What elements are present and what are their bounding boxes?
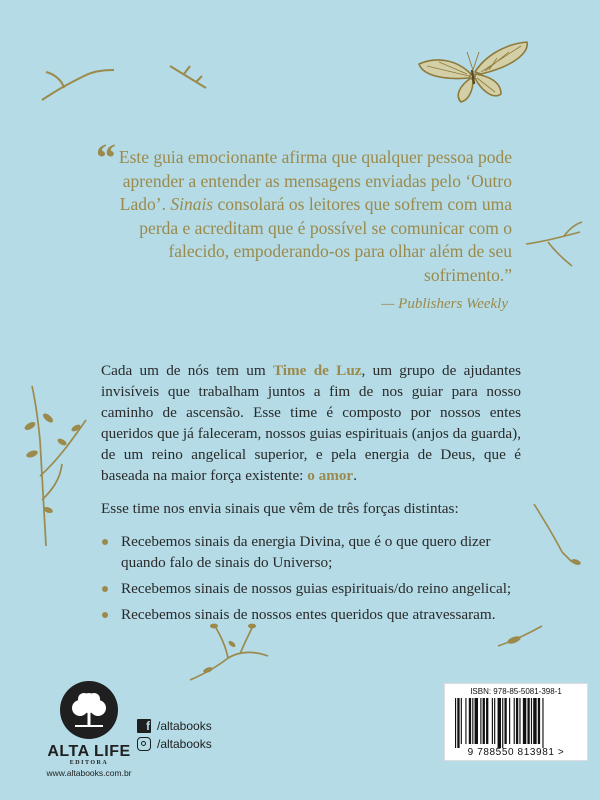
- twig-decoration-right: [524, 220, 584, 272]
- list-item: [101, 604, 521, 625]
- publisher-name: ALTA LIFE: [47, 743, 131, 760]
- barcode-bar: [455, 698, 456, 748]
- barcode-bar: [531, 698, 532, 744]
- barcode-bar: [542, 698, 543, 748]
- plant-decoration-left: [18, 380, 92, 550]
- description-paragraph-2: Esse time nos envia sinais que vêm de três forças distintas:: [101, 500, 459, 517]
- barcode-bar: [492, 698, 493, 744]
- publisher-logo-emblem: [60, 681, 118, 739]
- barcode-bar: [483, 698, 485, 744]
- signals-list: [101, 531, 521, 625]
- isbn-barcode: [444, 683, 588, 761]
- quote-open-mark: “: [96, 135, 116, 180]
- barcode-bar: [538, 698, 540, 744]
- facebook-handle: [137, 719, 212, 733]
- list-item-text: Recebemos sinais de nossos entes queridos que atravessaram.: [121, 606, 496, 623]
- p1-text-end: .: [353, 467, 357, 484]
- bullet-dot-icon: [102, 612, 108, 618]
- instagram-handle: [137, 737, 212, 751]
- twig-decoration-top-left: [38, 62, 118, 104]
- facebook-handle-text: /altabooks: [157, 719, 212, 733]
- barcode-bar: [516, 698, 518, 744]
- barcode-bar: [461, 698, 462, 744]
- description-paragraph-1: [101, 360, 521, 486]
- isbn-label: ISBN: 978-85-5081-398-1: [470, 687, 562, 696]
- quote-text-before: Este guia emocionante afirma que qualquer pessoa pode aprender a entender as mensagens enviadas pelo ‘Outro Lado’.: [118, 147, 512, 214]
- list-item-text: Recebemos sinais de nossos guias espirituais/do reino angelical;: [121, 580, 512, 597]
- barcode-bar: [465, 698, 466, 744]
- bullet-dot-icon: [102, 586, 108, 592]
- barcode-bar: [457, 698, 459, 748]
- list-item: [101, 578, 521, 599]
- p1-text-start: Cada um de nós tem um: [101, 362, 273, 379]
- list-item-text: Recebemos sinais da energia Divina, que é o que quero dizer quando falo de sinais do Universo;: [121, 533, 491, 571]
- barcode-bar: [469, 698, 471, 744]
- barcode-bar: [519, 698, 520, 744]
- barcode-bar: [527, 698, 529, 744]
- butterfly-illustration: [415, 38, 533, 104]
- quote-text-after: consolará os leitores que sofrem com uma perda e acreditam que é possível se comunicar com o falecido, empoderando-os para olhar além de seu sofrimento.”: [139, 194, 512, 285]
- barcode-bar: [502, 698, 503, 748]
- p1-text-middle: , um grupo de ajudantes invisíveis que trabalham juntos a fim de nos guiar para nosso caminho de ascensão. Esse time é composto por nossos entes queridos que já faleceram, nossos guias espirituais (anjos da guarda), de um reino angelical superior, e pela energia de Deus, que é baseada na maior força existente:: [101, 362, 521, 484]
- barcode-bar: [498, 698, 501, 748]
- barcode-bar: [523, 698, 526, 744]
- barcode-bar: [486, 698, 488, 744]
- barcode-bar: [504, 698, 506, 744]
- barcode-bar: [509, 698, 510, 744]
- barcode-bar: [475, 698, 478, 744]
- barcode-bar: [494, 698, 495, 744]
- barcode-digits: 9 788550 813981 >: [467, 747, 565, 758]
- barcode-bar: [514, 698, 515, 744]
- instagram-handle-text: /altabooks: [157, 737, 212, 751]
- publisher-website: www.altabooks.com.br: [46, 768, 132, 778]
- tree-icon: [60, 681, 118, 739]
- p1-highlight-time-de-luz: Time de Luz: [272, 362, 362, 379]
- facebook-icon: f: [137, 719, 151, 733]
- twig-decoration-lower-right: [526, 500, 588, 566]
- publisher-imprint: EDITORA: [69, 760, 109, 766]
- twig-decoration-top-center: [166, 62, 212, 94]
- barcode-bars: [453, 698, 579, 748]
- book-description: [101, 360, 521, 630]
- instagram-icon: [137, 737, 151, 751]
- quote-book-title: Sinais: [170, 194, 214, 214]
- endorsement-quote: [117, 146, 512, 287]
- barcode-bar: [472, 698, 473, 744]
- barcode-bar: [480, 698, 481, 744]
- list-item: [101, 531, 521, 573]
- bullet-dot-icon: [102, 539, 108, 545]
- barcode-bar: [533, 698, 536, 744]
- p1-highlight-o-amor: o amor: [307, 467, 354, 484]
- quote-attribution: — Publishers Weekly: [381, 296, 508, 312]
